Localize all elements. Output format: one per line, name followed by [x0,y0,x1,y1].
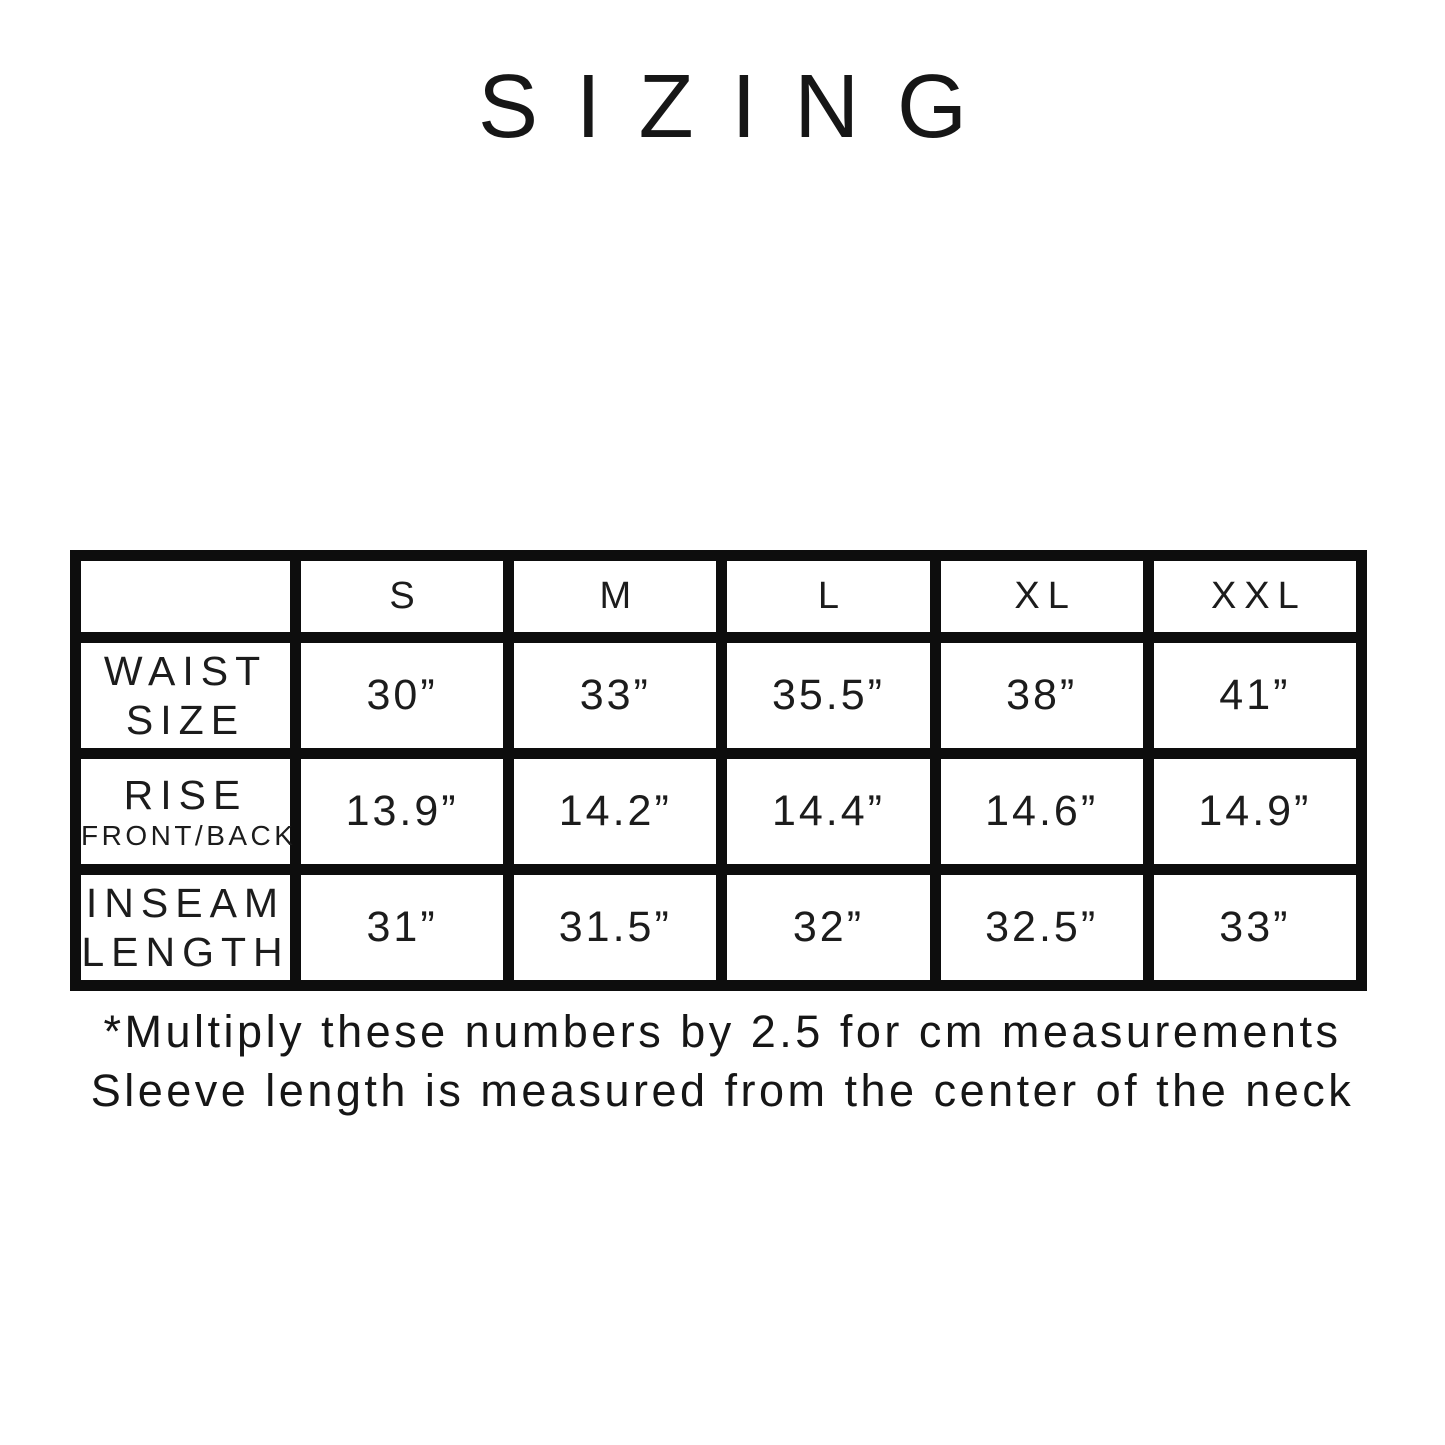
row-label-line: SIZE [125,696,246,743]
cell-rise-xxl: 14.9” [1148,754,1361,870]
footnote-line-1: *Multiply these numbers by 2.5 for cm measurements [103,1006,1342,1057]
col-header-l: L [722,556,935,638]
row-label-line: LENGTH [81,928,290,975]
col-header-xl: XL [935,556,1148,638]
row-label-subline: FRONT/BACK [81,820,297,852]
cell-waist-xl: 38” [935,638,1148,754]
cell-rise-m: 14.2” [509,754,722,870]
row-label-line: WAIST [103,648,268,695]
cell-waist-s: 30” [296,638,509,754]
col-header-xxl: XXL [1148,556,1361,638]
cell-waist-xxl: 41” [1148,638,1361,754]
row-label-line: INSEAM [85,880,286,927]
table-row-rise [76,754,1362,870]
cell-inseam-s: 31” [296,870,509,986]
row-label-rise [76,754,296,870]
col-header-s: S [296,556,509,638]
footnote-line-2: Sleeve length is measured from the center of the neck [90,1065,1355,1116]
row-label-waist-size [76,638,296,754]
page-title: SIZING [477,57,1005,157]
table-row-inseam [76,870,1362,986]
corner-cell [76,556,296,638]
cell-inseam-xxl: 33” [1148,870,1361,986]
cell-inseam-l: 32” [722,870,935,986]
table-row-waist-size [76,638,1362,754]
row-label-line: RISE [123,771,248,818]
cell-waist-m: 33” [509,638,722,754]
cell-rise-l: 14.4” [722,754,935,870]
sizing-table [70,550,1367,991]
cell-inseam-xl: 32.5” [935,870,1148,986]
footnote [0,1002,1445,1120]
cell-inseam-m: 31.5” [509,870,722,986]
row-label-inseam [76,870,296,986]
cell-waist-l: 35.5” [722,638,935,754]
cell-rise-xl: 14.6” [935,754,1148,870]
cell-rise-s: 13.9” [296,754,509,870]
table-header-row [76,556,1362,638]
col-header-m: M [509,556,722,638]
